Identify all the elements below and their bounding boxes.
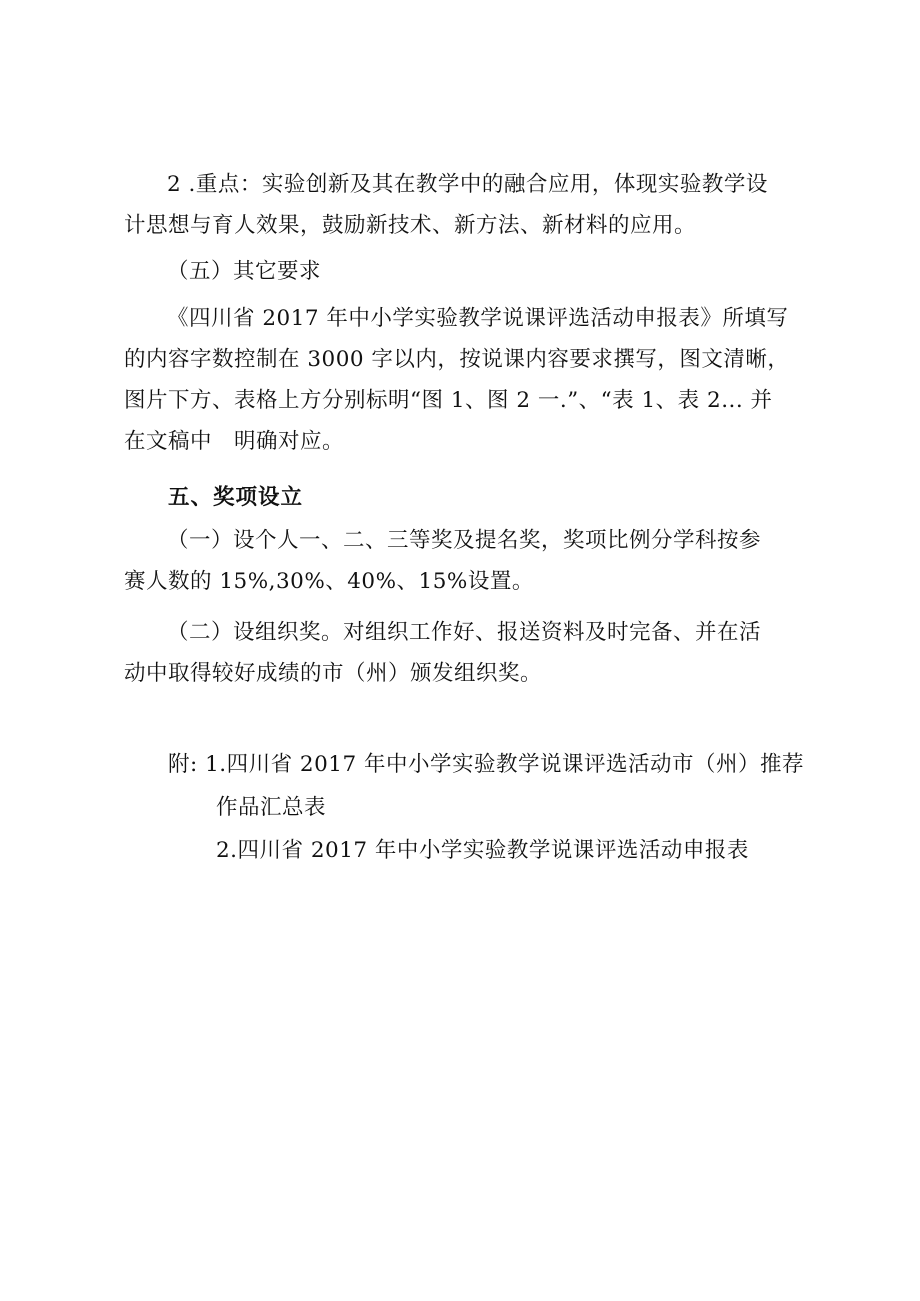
paragraph-individual-awards <box>124 520 812 602</box>
paragraph-organization-award <box>124 612 812 694</box>
text-line: 在文稿中 明确对应。 <box>124 429 345 454</box>
paragraph-focus <box>124 164 812 246</box>
text-line: （五）其它要求 <box>167 259 322 284</box>
section-heading-awards: 五、奖项设立 <box>168 485 304 510</box>
text-line: 计思想与育人效果，鼓励新技术、新方法、新材料的应用。 <box>124 213 697 238</box>
text-line: 动中取得较好成绩的市（州）颁发组织奖。 <box>124 661 543 686</box>
appendix-item: 2.四川省 2017 年中小学实验教学说课评选活动申报表 <box>216 838 749 863</box>
paragraph-requirements <box>124 298 812 462</box>
text-line: 图片下方、表格上方分别标明“图 1、图 2 一.”、“表 1、表 2... 并 <box>124 388 773 413</box>
appendix-item-continued: 作品汇总表 <box>216 795 327 820</box>
text-line: 《四川省 2017 年中小学实验教学说课评选活动申报表》所填写 <box>167 306 789 331</box>
subheading-other-requirements <box>124 251 812 292</box>
text-line: 的内容字数控制在 3000 字以内，按说课内容要求撰写，图文清晰， <box>124 347 790 372</box>
text-line: （二）设组织奖。对组织工作好、报送资料及时完备、并在活 <box>167 620 762 645</box>
appendix-item: 附: 1.四川省 2017 年中小学实验教学说课评选活动市（州）推荐 <box>168 752 804 777</box>
appendix-list <box>168 743 818 872</box>
text-line: （一）设个人一、二、三等奖及提名奖，奖项比例分学科按参 <box>167 528 762 553</box>
text-line: 2 .重点：实验创新及其在教学中的融合应用，体现实验教学设 <box>167 172 768 197</box>
text-line: 赛人数的 15%,30%、40%、15%设置。 <box>124 569 534 594</box>
